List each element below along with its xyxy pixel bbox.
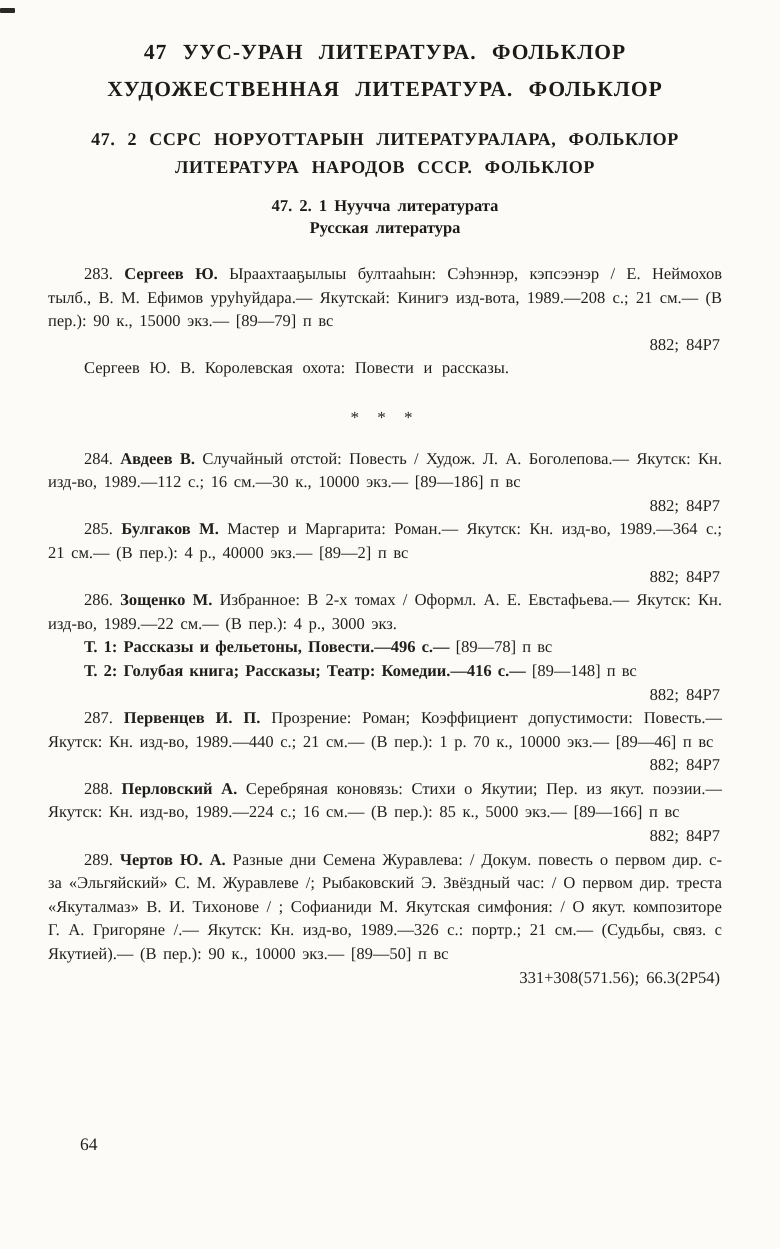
entry-288-number: 288. bbox=[84, 778, 113, 798]
entry-284 bbox=[48, 447, 722, 494]
entry-283-author: Сергеев Ю. bbox=[124, 264, 218, 283]
entry-288-body: Серебряная коновязь: Стихи о Якутии; Пер. из якут. поэзии.— Якутск: Кн. изд-во, 1989.—224 с.; 16 см.— (В пер.): 85 к., 5000 экз.— [89—166] п вс bbox=[48, 778, 722, 822]
entry-287-number: 287. bbox=[84, 708, 113, 728]
entry-289-author: Чертов Ю. А. bbox=[119, 849, 226, 869]
entry-286-classification: 882; 84Р7 bbox=[649, 684, 720, 704]
entry-286-volume-1-title: Т. 1: Рассказы и фельетоны, Повести.—496 с.— bbox=[84, 637, 450, 657]
page-number: 64 bbox=[80, 1134, 98, 1154]
entry-285-author: Булгаков М. bbox=[121, 519, 219, 539]
entry-288-author: Перловский А. bbox=[121, 778, 238, 798]
bibliography-list bbox=[48, 262, 722, 989]
chapter-heading bbox=[48, 34, 722, 108]
entry-284-body: Случайный отстой: Повесть / Худож. Л. А. Боголепова.— Якутск: Кн. изд-во, 1989.—112 с.; 16 см.—30 к., 10000 экз.— [89—186] п вс bbox=[48, 448, 723, 492]
entry-286-volume-1 bbox=[48, 635, 722, 659]
entry-283-note: Сергеев Ю. В. Королевская охота: Повести и рассказы. bbox=[84, 358, 509, 378]
scan-artifact bbox=[0, 8, 15, 13]
entry-283-body: Ыраахтааҕылыы бултааһын: Сэһэннэр, кэпсээнэр / Е. Неймохов тылб., В. М. Ефимов уруһуйдара.— Якутскай: Кинигэ изд-вота, 1989.—208 с.; 21 см.— (В пер.): 90 к., 15000 экз.— [89—79] п вс bbox=[48, 264, 723, 331]
entries-separator: * * * bbox=[350, 407, 420, 427]
entry-284-classification: 882; 84Р7 bbox=[649, 495, 720, 515]
entry-284-number: 284. bbox=[84, 448, 113, 468]
entry-286-author: Зощенко М. bbox=[120, 590, 213, 610]
entry-285-number: 285. bbox=[84, 519, 113, 539]
entry-283-classification: 882; 84Р7 bbox=[649, 334, 720, 354]
section-heading bbox=[48, 195, 722, 238]
entry-287-classification: 882; 84Р7 bbox=[649, 755, 720, 775]
subsection-heading-line2: ЛИТЕРАТУРА НАРОДОВ СССР. ФОЛЬКЛОР bbox=[175, 157, 595, 177]
entry-287-author: Первенцев И. П. bbox=[123, 708, 261, 728]
entry-289-number: 289. bbox=[84, 849, 113, 869]
entry-284-author: Авдеев В. bbox=[120, 448, 195, 468]
section-heading-russian: Русская литература bbox=[309, 217, 461, 237]
entry-289-classification: 331+308(571.56); 66.3(2Р54) bbox=[519, 967, 720, 987]
entry-285-classification: 882; 84Р7 bbox=[649, 566, 720, 586]
section-heading-yakut: 47. 2. 1 Нуучча литературата bbox=[271, 196, 499, 215]
entry-285-body: Мастер и Маргарита: Роман.— Якутск: Кн. изд-во, 1989.—364 с.; 21 см.— (В пер.): 4 р., 40000 экз.— [89—2] п вс bbox=[48, 519, 723, 562]
entry-283 bbox=[48, 262, 722, 333]
entry-289 bbox=[48, 848, 722, 966]
entry-286 bbox=[48, 588, 722, 635]
entry-286-volume-2 bbox=[48, 659, 722, 683]
entry-286-number: 286. bbox=[84, 590, 113, 610]
entry-286-volume-1-ref: [89—78] п вс bbox=[455, 637, 553, 657]
entry-287-body: Прозрение: Роман; Коэффициент допустимости: Повесть.— Якутск: Кн. изд-во, 1989.—440 с.; 21 см.— (В пер.): 1 р. 70 к., 10000 экз.— [89—46] п вс bbox=[48, 708, 722, 751]
chapter-heading-line1: 47 УУС-УРАН ЛИТЕРАТУРА. ФОЛЬКЛОР bbox=[143, 40, 627, 64]
entry-288-classification: 882; 84Р7 bbox=[649, 826, 720, 846]
entry-286-volume-2-title: Т. 2: Голубая книга; Рассказы; Театр: Комедии.—416 с.— bbox=[84, 660, 526, 680]
entry-289-body: Разные дни Семена Журавлева: / Докум. повесть о первом дир. с-за «Эльгяйский» С. М. Журавлеве /; Рыбаковский Э. Звёздный час: / О первом дир. треста «Якуталмаз» В. И. Тихонове / ; Софианиди М. Якутская симфония: / О якут. композиторе Г. А. Григоряне /.— Якутск: Кн. изд-во, 1989.—326 с.: портр.; 21 см.— (Судьбы, связ. с Якутией).— (В пер.): 90 к., 10000 экз.— [89—50] п вс bbox=[48, 849, 722, 964]
subsection-heading bbox=[48, 125, 722, 181]
entry-287 bbox=[48, 706, 722, 753]
entry-286-volume-2-ref: [89—148] п вс bbox=[531, 660, 637, 680]
subsection-heading-line1: 47. 2 ССРС НОРУОТТАРЫН ЛИТЕРАТУРАЛАРА, ФОЛЬКЛОР bbox=[91, 129, 679, 149]
entry-283-number: 283. bbox=[84, 264, 113, 283]
chapter-heading-line2: ХУДОЖЕСТВЕННАЯ ЛИТЕРАТУРА. ФОЛЬКЛОР bbox=[107, 77, 663, 101]
entry-286-body: Избранное: В 2-х томах / Оформл. А. Е. Евстафьева.— Якутск: Кн. изд-во, 1989.—22 см.— (В пер.): 4 р., 3000 экз. bbox=[48, 590, 722, 633]
entry-288 bbox=[48, 777, 722, 824]
entry-285 bbox=[48, 517, 722, 564]
